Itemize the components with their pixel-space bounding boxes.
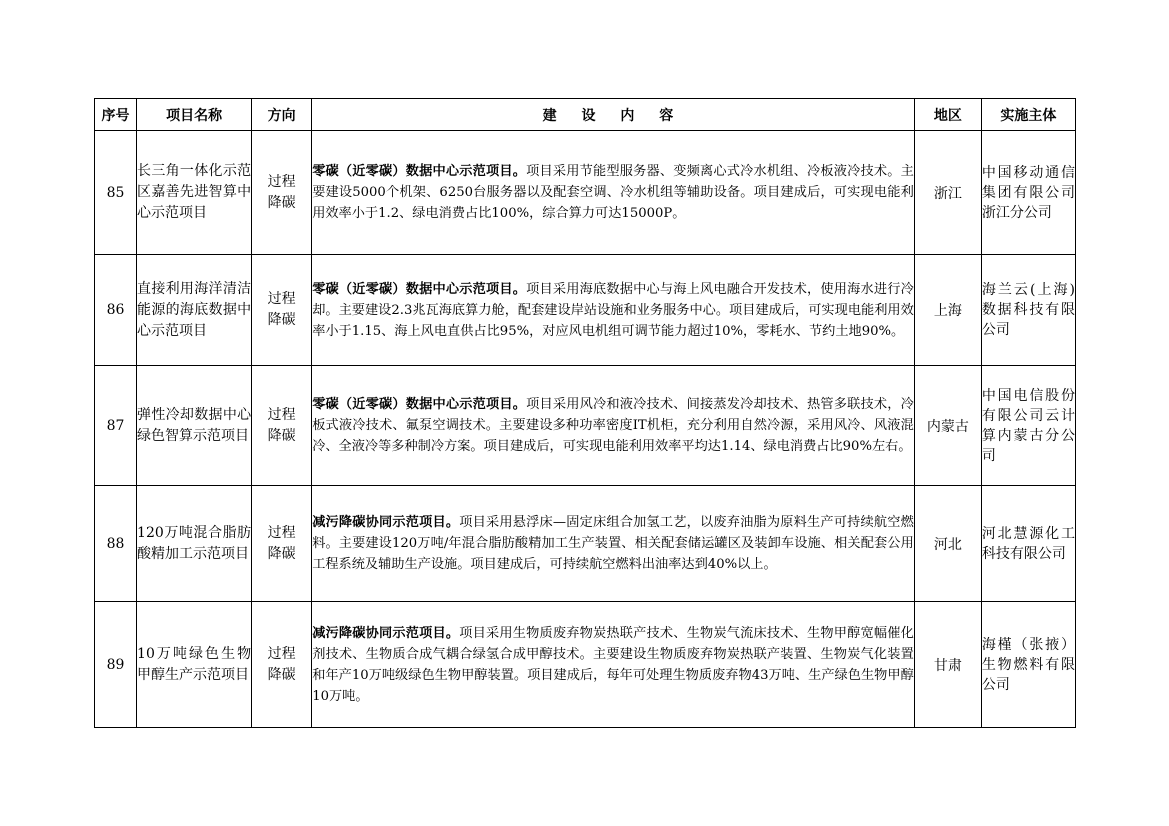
construction-content xyxy=(312,486,915,602)
direction-line-2: 降碳 xyxy=(267,666,296,683)
project-category: 减污降碳协同示范项目。 xyxy=(312,625,460,641)
implementing-org: 海槿（张掖）生物燃料有限公司 xyxy=(981,602,1075,728)
content-text: 项目采用生物质废弃物炭热联产技术、生物炭气流床技术、生物甲醇宽幅催化剂技术、生物质合成气耦合绿氢合成甲醇技术。主要建设生物质废弃物炭热联产装置、生物炭气化装置和年产10万吨级绿色生物甲醇装置。项目建成后，每年可处理生物质废弃物43万吨、生产绿色生物甲醇10万吨。 xyxy=(312,625,914,704)
construction-content xyxy=(312,131,915,255)
construction-content xyxy=(312,255,915,366)
content-text: 项目采用悬浮床—固定床组合加氢工艺，以废弃油脂为原料生产可持续航空燃料。主要建设120万吨/年混合脂肪酸精加工生产装置、相关配套储运罐区及装卸车设施、相关配套公用工程系统及辅助生产设施。项目建成后，可持续航空燃料出油率达到40%以上。 xyxy=(312,515,914,572)
project-name: 弹性冷却数据中心绿色智算示范项目 xyxy=(137,366,252,486)
table-row xyxy=(95,486,1076,602)
region: 上海 xyxy=(914,255,981,366)
direction-line-1: 过程 xyxy=(267,645,296,662)
direction-line-1: 过程 xyxy=(267,291,296,307)
project-name: 10万吨绿色生物甲醇生产示范项目 xyxy=(137,602,252,728)
project-category: 零碳（近零碳）数据中心示范项目。 xyxy=(312,164,527,179)
header-direction: 方向 xyxy=(252,99,312,131)
direction-line-1: 过程 xyxy=(267,524,296,541)
region: 浙江 xyxy=(914,131,981,255)
direction-line-2: 降碳 xyxy=(267,312,296,328)
row-number: 89 xyxy=(95,602,137,728)
construction-content xyxy=(312,602,915,728)
table-row xyxy=(95,366,1076,486)
direction xyxy=(252,255,312,366)
direction-line-2: 降碳 xyxy=(267,194,296,211)
content-text: 项目采用风冷和液冷技术、间接蒸发冷却技术、热管多联技术，冷板式液冷技术、氟泵空调技术。主要建设多种功率密度IT机柜，充分利用自然冷源，采用风冷、风液混冷、全液冷等多种制冷方案。项目建成后，可实现电能利用效率平均达1.14、绿电消费占比90%左右。 xyxy=(312,397,914,454)
project-name: 直接利用海洋清洁能源的海底数据中心示范项目 xyxy=(137,255,252,366)
project-category: 零碳（近零碳）数据中心示范项目。 xyxy=(312,397,527,412)
header-org: 实施主体 xyxy=(981,99,1075,131)
row-number: 86 xyxy=(95,255,137,366)
table-row xyxy=(95,131,1076,255)
row-number: 85 xyxy=(95,131,137,255)
project-name: 120万吨混合脂肪酸精加工示范项目 xyxy=(137,486,252,602)
direction xyxy=(252,486,312,602)
project-category: 减污降碳协同示范项目。 xyxy=(312,515,460,530)
header-no: 序号 xyxy=(95,99,137,131)
implementing-org: 中国移动通信集团有限公司浙江分公司 xyxy=(981,131,1075,255)
implementing-org: 海兰云(上海)数据科技有限公司 xyxy=(981,255,1075,366)
header-row xyxy=(95,99,1076,131)
implementing-org: 中国电信股份有限公司云计算内蒙古分公司 xyxy=(981,366,1075,486)
content-text: 项目采用节能型服务器、变频离心式冷水机组、冷板液冷技术。主要建设5000个机架、6250台服务器以及配套空调、冷水机组等辅助设备。项目建成后，可实现电能利用效率小于1.2、绿电消费占比100%，综合算力可达15000P。 xyxy=(312,164,914,221)
header-content: 建 设 内 容 xyxy=(312,99,915,131)
direction xyxy=(252,131,312,255)
projects-table xyxy=(94,98,1076,728)
content-text: 项目采用海底数据中心与海上风电融合开发技术，使用海水进行冷却。主要建设2.3兆瓦海底算力舱，配套建设岸站设施和业务服务中心。项目建成后，可实现电能利用效率小于1.15、海上风电直供占比95%，对应风电机组可调节能力超过10%，零耗水、节约土地90%。 xyxy=(312,281,914,339)
header-region: 地区 xyxy=(914,99,981,131)
region: 内蒙古 xyxy=(914,366,981,486)
direction xyxy=(252,602,312,728)
implementing-org: 河北慧源化工科技有限公司 xyxy=(981,486,1075,602)
region: 甘肃 xyxy=(914,602,981,728)
project-name: 长三角一体化示范区嘉善先进智算中心示范项目 xyxy=(137,131,252,255)
direction xyxy=(252,366,312,486)
table-row xyxy=(95,255,1076,366)
header-name: 项目名称 xyxy=(137,99,252,131)
project-category: 零碳（近零碳）数据中心示范项目。 xyxy=(312,281,527,297)
row-number: 87 xyxy=(95,366,137,486)
table-row xyxy=(95,602,1076,728)
direction-line-2: 降碳 xyxy=(267,427,296,444)
direction-line-1: 过程 xyxy=(267,173,296,190)
region: 河北 xyxy=(914,486,981,602)
direction-line-2: 降碳 xyxy=(267,545,296,562)
direction-line-1: 过程 xyxy=(267,406,296,423)
row-number: 88 xyxy=(95,486,137,602)
construction-content xyxy=(312,366,915,486)
